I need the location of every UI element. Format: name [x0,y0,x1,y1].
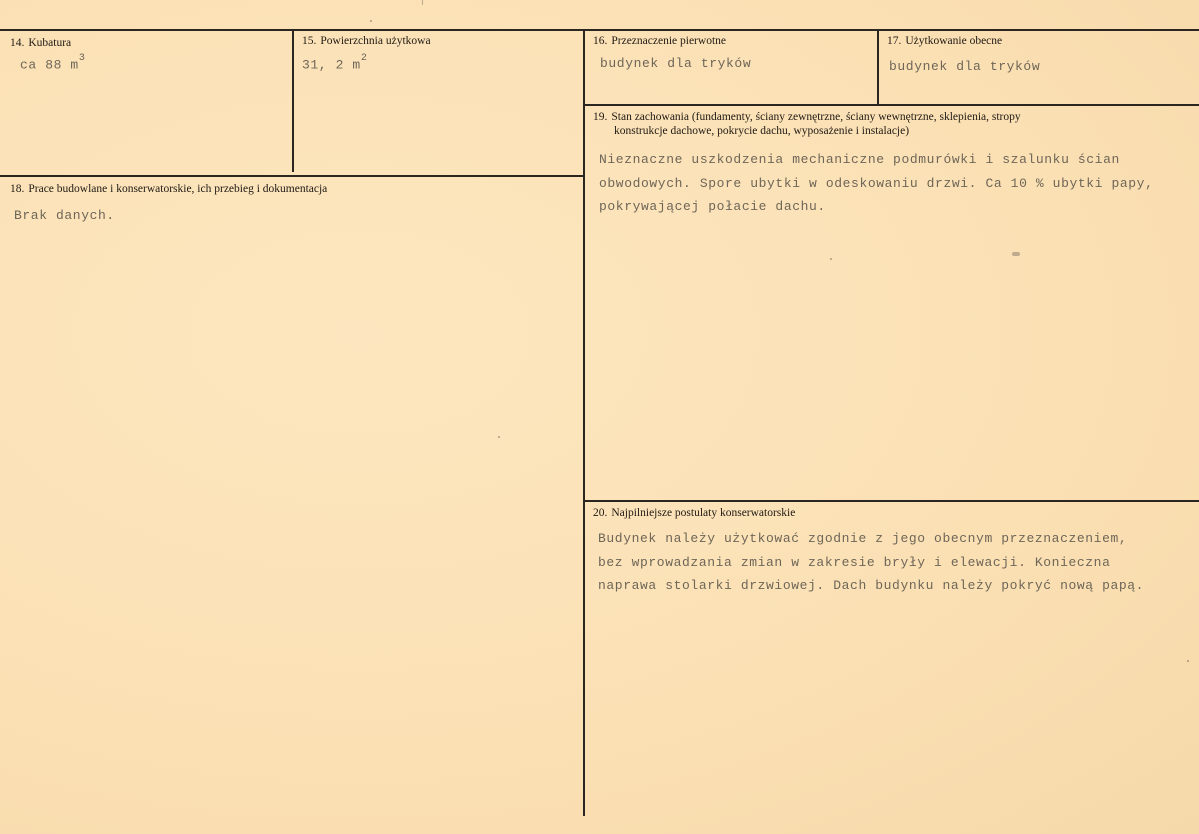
paper-speck [1187,660,1189,662]
field-19-line: Nieznaczne uszkodzenia mechaniczne podmurówki i szalunku ścian [599,152,1120,167]
field-19-line: obwodowych. Spore ubytki w odeskowaniu drzwi. Ca 10 % ubytki papy, [599,175,1154,191]
paper-speck [498,436,500,438]
field-18-value: Brak danych. [14,208,115,223]
field-20-text [598,527,1144,598]
field-20-label: 20. Najpilniejsze postulaty konserwatorskie [593,507,796,519]
field-16-value: budynek dla tryków [600,56,752,71]
paper-speck [370,20,372,22]
divider-16-17 [877,30,879,104]
divider-main [583,30,585,816]
rule-above-19 [584,104,1199,106]
field-20-line: naprawa stolarki drzwiowej. Dach budynku należy pokryć nową papą. [598,578,1145,593]
top-rule [0,29,1199,31]
field-19-line: pokrywającej połacie dachu. [599,199,826,214]
field-14-label: 14. Kubatura [10,37,72,49]
field-17-value: budynek dla tryków [889,59,1041,74]
field-20-line: Budynek należy użytkować zgodnie z jego obecnym przeznaczeniem, [598,531,1128,546]
field-20-line: bez wprowadzania zmian w zakresie bryły i elewacji. Konieczna [598,554,1111,570]
field-19-label: 19. Stan zachowania (fundamenty, ściany zewnętrzne, ściany wewnętrzne, sklepienia, stropy [593,111,1021,123]
field-19-label-cont: konstrukcje dachowe, pokrycie dachu, wyposażenie i instalacje) [614,125,910,137]
field-15-value: 31, 2 $m^2$ [302,53,368,73]
paper-speck [422,0,423,5]
field-18-label: 18. Prace budowlane i konserwatorskie, ich przebieg i dokumentacja [10,183,328,195]
field-17-label: 17. Użytkowanie obecne [887,35,1003,47]
rule-above-20 [584,500,1199,502]
divider-14-15 [292,30,294,172]
paper-speck [1012,252,1020,256]
paper-speck [830,258,832,260]
field-15-label: 15. Powierzchnia użytkowa [302,35,431,47]
field-14-value: ca 88 $m^3$ [20,53,86,73]
rule-above-18 [0,175,584,177]
field-19-text [599,148,1153,219]
field-16-label: 16. Przeznaczenie pierwotne [593,35,726,47]
